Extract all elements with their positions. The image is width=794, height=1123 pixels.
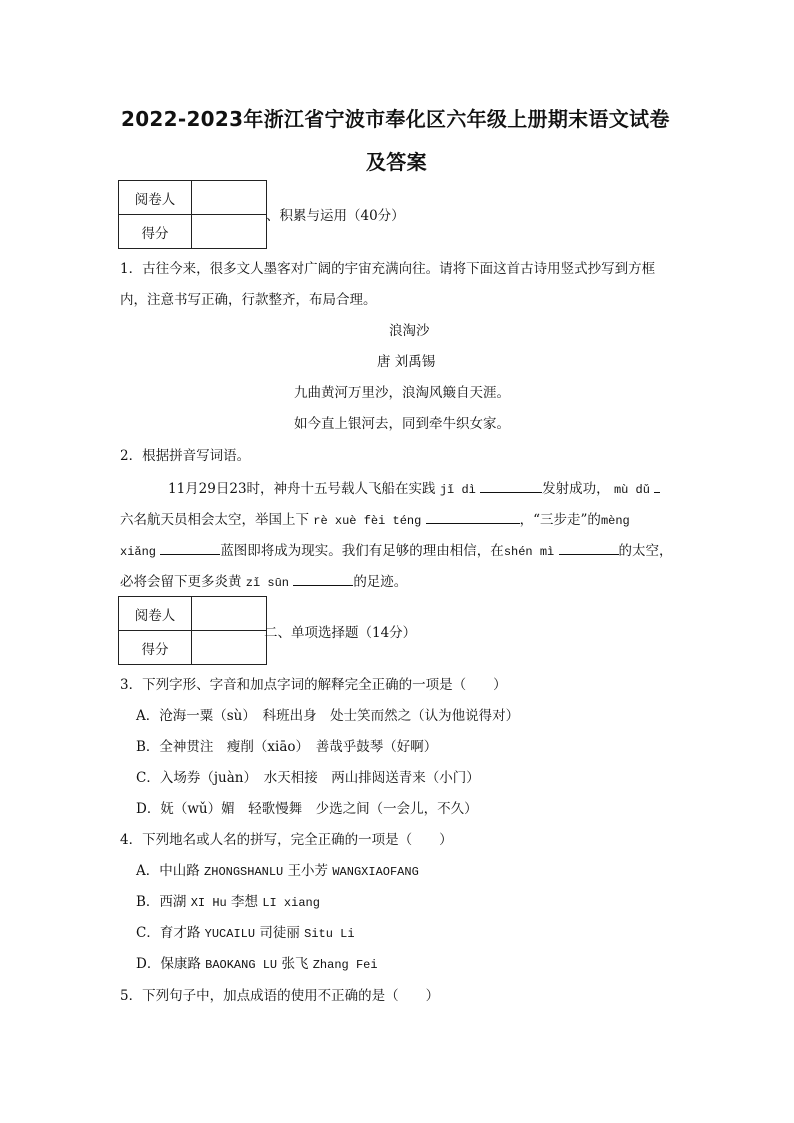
pinyin-shenmi: shén mì (503, 545, 555, 559)
q1-line2: 内，注意书写正确，行款整齐，布局合理。 (120, 292, 377, 308)
option-name: 王小芳 (287, 863, 329, 879)
option-label: C．育才路 (136, 925, 201, 941)
reviewer-label: 阅卷人 (119, 181, 192, 215)
option-latin: BAOKANG LU (205, 958, 278, 972)
page-title-line2: 及答案 (366, 150, 427, 174)
option-name: 李想 (231, 894, 259, 910)
q2-stem: 2．根据拼音写词语。 (120, 448, 251, 464)
q5-stem: 5．下列句子中，加点成语的使用不正确的是（ ） (120, 988, 440, 1004)
section1-heading: 、积累与运用（40分） (266, 208, 405, 224)
answer-blank[interactable] (160, 540, 220, 555)
q4-stem: 4．下列地名或人名的拼写，完全正确的一项是（ ） (120, 832, 453, 848)
pinyin-rexuefeiteng: rè xuè fèi téng (313, 514, 422, 528)
reviewer-field (192, 181, 267, 215)
poem-title: 浪淘沙 (389, 323, 430, 339)
option-name: 司徒丽 (259, 925, 300, 941)
pinyin-jidi: jǐ dì (439, 483, 476, 497)
option-latin: XI Hu (190, 896, 227, 910)
option-name: 张飞 (281, 956, 309, 972)
q2-text: 必将会留下更多炎黄 (120, 574, 242, 590)
answer-blank[interactable] (426, 509, 520, 524)
answer-blank[interactable] (480, 478, 542, 493)
score-label: 得分 (119, 215, 192, 249)
page-title: 2022-2023年浙江省宁波市奉化区六年级上册期末语文试卷 (121, 107, 670, 131)
poem-line-2: 如今直上银河去，同到牵牛织女家。 (294, 416, 510, 432)
reviewer-field (192, 597, 267, 631)
answer-blank[interactable] (559, 540, 619, 555)
option-latin: ZHONGSHANLU (204, 865, 284, 879)
q2-text: 的太空， (618, 543, 673, 559)
section2-heading: 二、单项选择题（14分） (264, 625, 417, 641)
score-field (192, 631, 267, 665)
answer-blank[interactable] (654, 478, 660, 493)
option-latin: WANGXIAOFANG (332, 865, 419, 879)
q2-paragraph-line1 (168, 478, 660, 500)
option-latin: LI xiang (262, 896, 320, 910)
option-latin: Situ Li (304, 927, 355, 941)
option-latin: Zhang Fei (312, 958, 378, 972)
q2-paragraph-line2 (120, 509, 630, 531)
q3-stem: 3．下列字形、字音和加点字词的解释完全正确的一项是（ ） (120, 677, 507, 693)
score-box-2 (118, 596, 267, 665)
q2-text: ，“三步走”的 (519, 512, 601, 528)
poem-line-1: 九曲黄河万里沙，浪淘风簸自天涯。 (294, 385, 510, 401)
q4-option-c (136, 923, 355, 944)
score-box-1 (118, 180, 267, 249)
q4-option-a (136, 861, 419, 882)
q2-text: 六名航天员相会太空，举国上下 (120, 512, 309, 528)
q1-line1: 1．古往今来，很多文人墨客对广阔的宇宙充满向往。请将下面这首古诗用竖式抄写到方框 (120, 261, 656, 277)
q2-paragraph-line4 (120, 571, 407, 593)
answer-blank[interactable] (293, 571, 353, 586)
pinyin-meng: mèng (600, 514, 630, 528)
pinyin-xiang: xiǎng (120, 545, 157, 559)
q3-option-c: C．入场券（juàn） 水天相接 两山排闼送青来（小门） (136, 770, 480, 786)
q3-option-d: D．妩（wǔ）媚 轻歌慢舞 少选之间（一会儿，不久） (136, 801, 478, 817)
q2-text: 发射成功， (542, 481, 610, 497)
q2-text: 11月29日23时，神舟十五号载人飞船在实践 (168, 481, 436, 497)
option-label: B．西湖 (136, 894, 187, 910)
pinyin-zisun: zǐ sūn (245, 576, 290, 590)
q2-text: 蓝图即将成为现实。我们有足够的理由相信，在 (220, 543, 504, 559)
q3-option-a: A．沧海一粟（sù） 科班出身 处士笑而然之（认为他说得对） (136, 708, 520, 724)
poem-author: 唐 刘禹锡 (377, 354, 436, 370)
option-latin: YUCAILU (204, 927, 256, 941)
q2-paragraph-line3 (120, 540, 673, 562)
reviewer-label: 阅卷人 (119, 597, 192, 631)
q3-option-b: B．全神贯注 瘦削（xiāo） 善哉乎鼓琴（好啊） (136, 739, 438, 755)
score-label: 得分 (119, 631, 192, 665)
q2-text: 的足迹。 (353, 574, 408, 590)
option-label: D．保康路 (136, 956, 201, 972)
pinyin-mudu: mù dǔ (613, 483, 650, 497)
score-field (192, 215, 267, 249)
q4-option-d (136, 954, 378, 975)
q4-option-b (136, 892, 320, 913)
option-label: A．中山路 (136, 863, 200, 879)
